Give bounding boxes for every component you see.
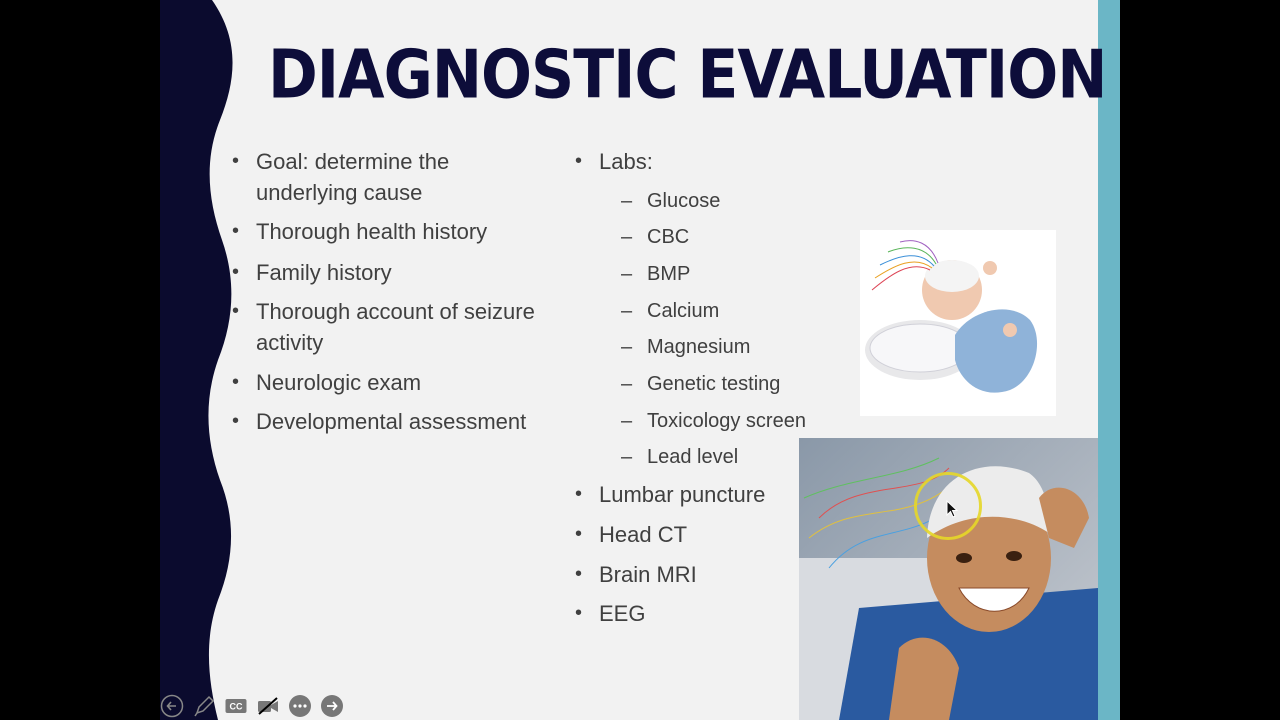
left-bullet-3: • Family history — [232, 260, 392, 285]
wave-decoration — [160, 0, 240, 720]
left-bullet-6: • Developmental assessment — [232, 409, 527, 434]
closed-captions-icon[interactable] — [224, 694, 248, 718]
left-bullet-4: • Thorough account of seizure activity — [232, 299, 535, 355]
left-bullet-2: • Thorough health history — [232, 219, 488, 244]
lab-item: – Lead level — [621, 446, 739, 468]
right-bullet-2: • Head CT — [575, 522, 688, 547]
lab-item: – BMP — [621, 263, 691, 285]
lab-item: – CBC — [621, 226, 690, 248]
video-camera-icon[interactable] — [256, 694, 280, 718]
right-bullet-4: • EEG — [575, 601, 646, 626]
mouse-pointer-icon — [946, 500, 958, 518]
infant-eeg-illustration — [860, 230, 1056, 416]
lab-item: – Genetic testing — [621, 373, 781, 395]
forward-arrow-icon[interactable] — [320, 694, 344, 718]
right-bullet-3: • Brain MRI — [575, 562, 697, 587]
more-options-icon[interactable] — [288, 694, 312, 718]
lab-item: – Magnesium — [621, 336, 751, 358]
back-arrow-icon[interactable] — [160, 694, 184, 718]
slide-title: DIAGNOSTIC EVALUATION — [268, 36, 1107, 115]
labs-bullet: • Labs: — [575, 149, 653, 174]
lab-item: – Calcium — [621, 300, 720, 322]
slide — [160, 0, 1120, 720]
left-bullet-5: • Neurologic exam — [232, 370, 422, 395]
lab-item: – Toxicology screen — [621, 410, 806, 432]
right-bullet-1: • Lumbar puncture — [575, 482, 766, 507]
pen-icon[interactable] — [192, 694, 216, 718]
presentation-controls — [160, 692, 344, 720]
lab-item: – Glucose — [621, 190, 721, 212]
left-bullet-1: • Goal: determine the underlying cause — [232, 149, 450, 205]
cc-label: CC — [229, 701, 243, 712]
